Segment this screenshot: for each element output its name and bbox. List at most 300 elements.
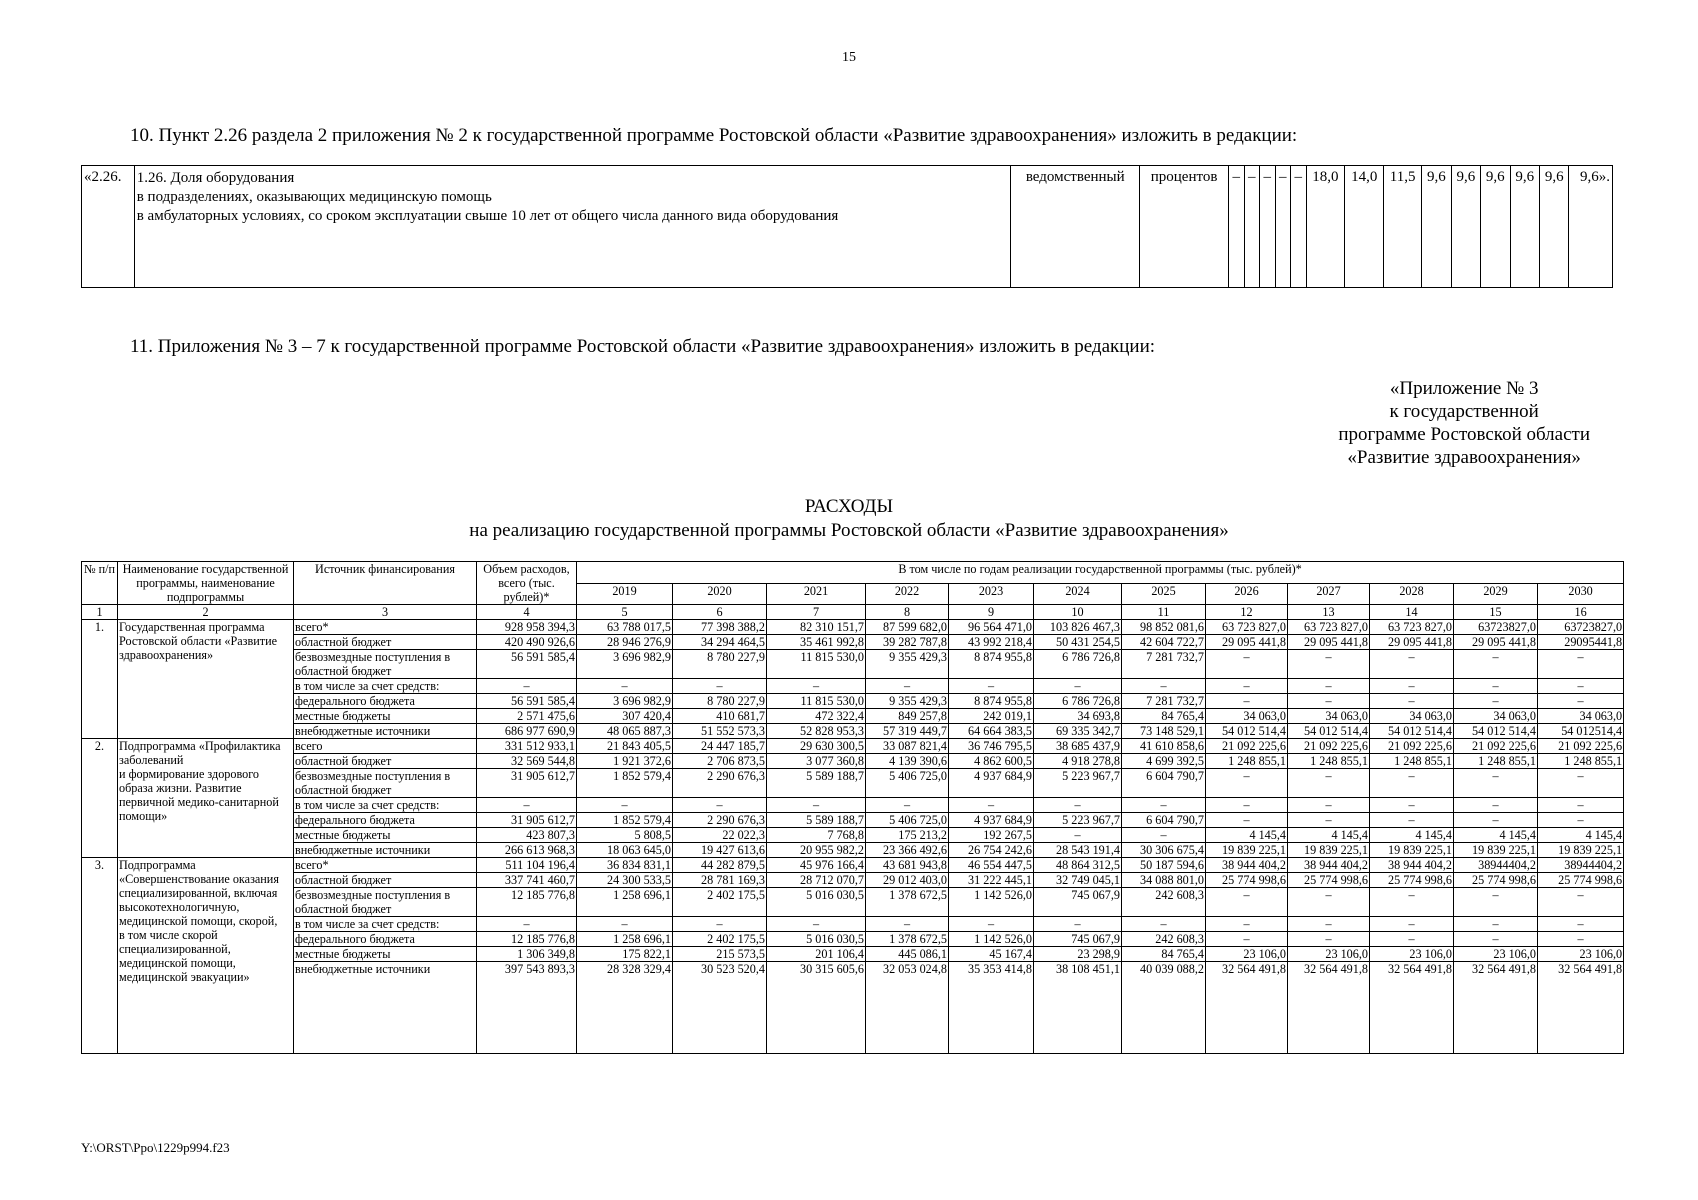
- amount-cell: 28 781 169,3: [673, 873, 767, 888]
- amount-cell: 9 355 429,3: [866, 694, 949, 709]
- row-number: 1.: [82, 620, 118, 739]
- funding-source: федерального бюджета: [294, 813, 477, 828]
- amount-cell: 34 294 464,5: [673, 635, 767, 650]
- amount-cell: 1 248 855,1: [1538, 754, 1624, 769]
- header-years-title: В том числе по годам реализации государственной программы (тыс. рублей)*: [577, 562, 1624, 584]
- amount-cell: –: [1034, 798, 1122, 813]
- amount-cell: 23 366 492,6: [866, 843, 949, 858]
- funding-source: областной бюджет: [294, 635, 477, 650]
- amount-cell: 849 257,8: [866, 709, 949, 724]
- amount-cell: 423 807,3: [477, 828, 577, 843]
- amount-cell: 46 554 447,5: [949, 858, 1034, 873]
- table-row: [82, 813, 1624, 828]
- amount-cell: 84 765,4: [1122, 709, 1206, 724]
- amount-cell: –: [1370, 813, 1454, 828]
- funding-source: внебюджетные источники: [294, 962, 477, 1054]
- indicator-cell: 14,0: [1345, 166, 1384, 288]
- table-row: [82, 962, 1624, 1054]
- amount-cell: 4 862 600,5: [949, 754, 1034, 769]
- amount-cell: –: [1538, 888, 1624, 917]
- amount-cell: –: [1122, 917, 1206, 932]
- amount-cell: 56 591 585,4: [477, 650, 577, 679]
- amount-cell: 4 145,4: [1206, 828, 1288, 843]
- amount-cell: 96 564 471,0: [949, 620, 1034, 635]
- amount-cell: 87 599 682,0: [866, 620, 949, 635]
- amount-cell: 29 012 403,0: [866, 873, 949, 888]
- amount-cell: –: [1122, 679, 1206, 694]
- amount-cell: –: [1288, 769, 1370, 798]
- indicator-cell: 9,6: [1510, 166, 1539, 288]
- expenses-subtitle: на реализацию государственной программы Ростовской области «Развитие здравоохранения»: [469, 520, 1229, 541]
- amount-cell: 29095441,8: [1538, 635, 1624, 650]
- amount-cell: 5 223 967,7: [1034, 769, 1122, 798]
- amount-cell: 38944404,2: [1454, 858, 1538, 873]
- amount-cell: 34 693,8: [1034, 709, 1122, 724]
- amount-cell: 6 786 726,8: [1034, 650, 1122, 679]
- amount-cell: 19 839 225,1: [1206, 843, 1288, 858]
- amount-cell: 420 490 926,6: [477, 635, 577, 650]
- amount-cell: 2 290 676,3: [673, 769, 767, 798]
- amount-cell: 7 281 732,7: [1122, 650, 1206, 679]
- amount-cell: –: [1288, 888, 1370, 917]
- column-number: 6: [673, 605, 767, 620]
- program-name: Подпрограмма «Совершенствование оказания специализированной, включая высокотехнологичную, медицинской помощи, скорой, в том числе скорой специализированной, медицинской помощи, медицинской эвакуации»: [118, 858, 294, 1054]
- amount-cell: –: [1288, 798, 1370, 813]
- amount-cell: 242 608,3: [1122, 932, 1206, 947]
- amount-cell: 19 427 613,6: [673, 843, 767, 858]
- amount-cell: 242 608,3: [1122, 888, 1206, 917]
- indicator-cell: 1.26. Доля оборудования в подразделениях, оказывающих медицинскую помощь в амбулаторных условиях, со сроком эксплуатации свыше 10 лет от общего числа данного вида оборудования: [134, 166, 1011, 288]
- amount-cell: 175 822,1: [577, 947, 673, 962]
- amount-cell: 8 780 227,9: [673, 694, 767, 709]
- header-name: Наименование государственной программы, наименование подпрограммы: [118, 562, 294, 605]
- header-year: 2021: [767, 583, 866, 605]
- amount-cell: –: [1206, 679, 1288, 694]
- amount-cell: 42 604 722,7: [1122, 635, 1206, 650]
- amount-cell: 31 905 612,7: [477, 769, 577, 798]
- column-number: 7: [767, 605, 866, 620]
- amount-cell: 34 063,0: [1206, 709, 1288, 724]
- amount-cell: –: [1370, 798, 1454, 813]
- header-volume: Объем расходов, всего (тыс. рублей)*: [477, 562, 577, 605]
- amount-cell: 38944404,2: [1538, 858, 1624, 873]
- table-row: [82, 858, 1624, 873]
- indicator-cell: 9,6: [1451, 166, 1480, 288]
- amount-cell: –: [949, 679, 1034, 694]
- funding-source: безвозмездные поступления в областной бюджет: [294, 769, 477, 798]
- column-number: 4: [477, 605, 577, 620]
- indicator-cell: процентов: [1140, 166, 1229, 288]
- funding-source: местные бюджеты: [294, 828, 477, 843]
- amount-cell: 2 706 873,5: [673, 754, 767, 769]
- amount-cell: 63723827,0: [1538, 620, 1624, 635]
- page-number: 15: [842, 50, 856, 65]
- amount-cell: –: [1122, 828, 1206, 843]
- amount-cell: –: [767, 798, 866, 813]
- amount-cell: 32 564 491,8: [1538, 962, 1624, 1054]
- amount-cell: 64 664 383,5: [949, 724, 1034, 739]
- amount-cell: 38 944 404,2: [1206, 858, 1288, 873]
- amount-cell: –: [1206, 694, 1288, 709]
- amount-cell: 445 086,1: [866, 947, 949, 962]
- column-number: 12: [1206, 605, 1288, 620]
- amount-cell: 18 063 645,0: [577, 843, 673, 858]
- amount-cell: –: [1538, 694, 1624, 709]
- header-year: 2027: [1288, 583, 1370, 605]
- indicator-cell: 11,5: [1384, 166, 1422, 288]
- amount-cell: 23 106,0: [1538, 947, 1624, 962]
- table-row: [82, 620, 1624, 635]
- amount-cell: 19 839 225,1: [1370, 843, 1454, 858]
- amount-cell: 32 569 544,8: [477, 754, 577, 769]
- amount-cell: 30 315 605,6: [767, 962, 866, 1054]
- amount-cell: 34 063,0: [1538, 709, 1624, 724]
- header-year: 2029: [1454, 583, 1538, 605]
- amount-cell: –: [577, 679, 673, 694]
- amount-cell: 9 355 429,3: [866, 650, 949, 679]
- funding-source: местные бюджеты: [294, 709, 477, 724]
- amount-cell: 745 067,9: [1034, 888, 1122, 917]
- amount-cell: 63 723 827,0: [1206, 620, 1288, 635]
- amount-cell: 8 874 955,8: [949, 694, 1034, 709]
- amount-cell: 1 852 579,4: [577, 769, 673, 798]
- amount-cell: –: [1454, 679, 1538, 694]
- item-10-text: 10. Пункт 2.26 раздела 2 приложения № 2 к государственной программе Ростовской области «Развитие здравоохранения» изложить в редакции:: [130, 125, 1298, 146]
- amount-cell: 4 145,4: [1538, 828, 1624, 843]
- amount-cell: 69 335 342,7: [1034, 724, 1122, 739]
- amount-cell: 54 012514,4: [1538, 724, 1624, 739]
- amount-cell: 5 589 188,7: [767, 769, 866, 798]
- amount-cell: –: [1206, 888, 1288, 917]
- amount-cell: 52 828 953,3: [767, 724, 866, 739]
- amount-cell: 1 258 696,1: [577, 888, 673, 917]
- amount-cell: 5 223 967,7: [1034, 813, 1122, 828]
- amount-cell: –: [1034, 828, 1122, 843]
- amount-cell: –: [1538, 917, 1624, 932]
- row-number: 3.: [82, 858, 118, 1054]
- amount-cell: 307 420,4: [577, 709, 673, 724]
- amount-cell: –: [767, 917, 866, 932]
- amount-cell: 410 681,7: [673, 709, 767, 724]
- header-source: Источник финансирования: [294, 562, 477, 605]
- funding-source: областной бюджет: [294, 873, 477, 888]
- header-row: [82, 562, 1624, 584]
- amount-cell: –: [477, 917, 577, 932]
- amount-cell: 54 012 514,4: [1370, 724, 1454, 739]
- amount-cell: 82 310 151,7: [767, 620, 866, 635]
- amount-cell: 4 937 684,9: [949, 769, 1034, 798]
- amount-cell: 4 139 390,6: [866, 754, 949, 769]
- amount-cell: 1 248 855,1: [1288, 754, 1370, 769]
- amount-cell: 44 282 879,5: [673, 858, 767, 873]
- column-number: 9: [949, 605, 1034, 620]
- row-number: 2.: [82, 739, 118, 858]
- amount-cell: 23 106,0: [1370, 947, 1454, 962]
- amount-cell: 38 944 404,2: [1370, 858, 1454, 873]
- indicator-table: [81, 165, 1613, 288]
- amount-cell: –: [1288, 650, 1370, 679]
- amount-cell: 21 092 225,6: [1538, 739, 1624, 754]
- amount-cell: 28 328 329,4: [577, 962, 673, 1054]
- amount-cell: 28 946 276,9: [577, 635, 673, 650]
- amount-cell: 24 447 185,7: [673, 739, 767, 754]
- amount-cell: 48 065 887,3: [577, 724, 673, 739]
- amount-cell: 25 774 998,6: [1370, 873, 1454, 888]
- amount-cell: 21 092 225,6: [1454, 739, 1538, 754]
- amount-cell: 54 012 514,4: [1288, 724, 1370, 739]
- indicator-cell: –: [1244, 166, 1260, 288]
- amount-cell: 2 290 676,3: [673, 813, 767, 828]
- item-11-text: 11. Приложения № 3 – 7 к государственной программе Ростовской области «Развитие здравоохранения» изложить в редакции:: [130, 336, 1156, 357]
- amount-cell: –: [1288, 813, 1370, 828]
- column-number: 8: [866, 605, 949, 620]
- amount-cell: –: [1538, 813, 1624, 828]
- amount-cell: –: [477, 679, 577, 694]
- amount-cell: –: [1206, 813, 1288, 828]
- amount-cell: 3 077 360,8: [767, 754, 866, 769]
- amount-cell: 2 402 175,5: [673, 888, 767, 917]
- funding-source: федерального бюджета: [294, 932, 477, 947]
- column-number: 10: [1034, 605, 1122, 620]
- amount-cell: –: [673, 798, 767, 813]
- amount-cell: 5 406 725,0: [866, 769, 949, 798]
- table-row: [82, 932, 1624, 947]
- amount-cell: 23 106,0: [1206, 947, 1288, 962]
- amount-cell: 34 063,0: [1454, 709, 1538, 724]
- table-row: [82, 873, 1624, 888]
- table-row: [82, 828, 1624, 843]
- header-year: 2023: [949, 583, 1034, 605]
- file-path: Y:\ORST\Ppo\1229p994.f23: [81, 1140, 230, 1155]
- expenses-title: РАСХОДЫ: [804, 496, 894, 517]
- amount-cell: –: [477, 798, 577, 813]
- amount-cell: –: [1206, 932, 1288, 947]
- amount-cell: –: [1538, 769, 1624, 798]
- amount-cell: 73 148 529,1: [1122, 724, 1206, 739]
- amount-cell: 4 145,4: [1288, 828, 1370, 843]
- amount-cell: 215 573,5: [673, 947, 767, 962]
- amount-cell: 32 749 045,1: [1034, 873, 1122, 888]
- table-row: [82, 635, 1624, 650]
- column-number: 11: [1122, 605, 1206, 620]
- amount-cell: 35 353 414,8: [949, 962, 1034, 1054]
- amount-cell: 19 839 225,1: [1538, 843, 1624, 858]
- column-number: 5: [577, 605, 673, 620]
- amount-cell: 29 095 441,8: [1288, 635, 1370, 650]
- amount-cell: 31 222 445,1: [949, 873, 1034, 888]
- amount-cell: 63 723 827,0: [1370, 620, 1454, 635]
- amount-cell: 8 780 227,9: [673, 650, 767, 679]
- amount-cell: 25 774 998,6: [1288, 873, 1370, 888]
- amount-cell: –: [1034, 679, 1122, 694]
- amount-cell: –: [1034, 917, 1122, 932]
- program-name: Подпрограмма «Профилактика заболеваний и формирование здорового образа жизни. Развитие первичной медико-санитарной помощи»: [118, 739, 294, 858]
- table-row: [82, 724, 1624, 739]
- column-number-row: [82, 605, 1624, 620]
- amount-cell: 77 398 388,2: [673, 620, 767, 635]
- amount-cell: 1 142 526,0: [949, 932, 1034, 947]
- amount-cell: –: [1538, 798, 1624, 813]
- amount-cell: 511 104 196,4: [477, 858, 577, 873]
- funding-source: федерального бюджета: [294, 694, 477, 709]
- amount-cell: 28 543 191,4: [1034, 843, 1122, 858]
- amount-cell: 28 712 070,7: [767, 873, 866, 888]
- amount-cell: 32 053 024,8: [866, 962, 949, 1054]
- amount-cell: –: [1454, 813, 1538, 828]
- header-year: 2020: [673, 583, 767, 605]
- appendix-line: «Приложение № 3: [1389, 378, 1539, 399]
- amount-cell: 30 523 520,4: [673, 962, 767, 1054]
- column-number: 16: [1538, 605, 1624, 620]
- amount-cell: –: [1288, 694, 1370, 709]
- amount-cell: –: [1206, 798, 1288, 813]
- amount-cell: –: [1206, 769, 1288, 798]
- header-year: 2030: [1538, 583, 1624, 605]
- amount-cell: 11 815 530,0: [767, 694, 866, 709]
- amount-cell: 5 808,5: [577, 828, 673, 843]
- amount-cell: 1 248 855,1: [1370, 754, 1454, 769]
- table-row: [82, 843, 1624, 858]
- table-row: [82, 650, 1624, 679]
- amount-cell: –: [1288, 917, 1370, 932]
- amount-cell: 54 012 514,4: [1454, 724, 1538, 739]
- amount-cell: –: [1454, 798, 1538, 813]
- amount-cell: 201 106,4: [767, 947, 866, 962]
- amount-cell: –: [866, 679, 949, 694]
- amount-cell: –: [1370, 694, 1454, 709]
- table-row: [82, 917, 1624, 932]
- amount-cell: 33 087 821,4: [866, 739, 949, 754]
- amount-cell: 192 267,5: [949, 828, 1034, 843]
- amount-cell: 35 461 992,8: [767, 635, 866, 650]
- table-row: [82, 694, 1624, 709]
- table-row: [82, 709, 1624, 724]
- indicator-row: [82, 166, 1613, 288]
- amount-cell: 23 106,0: [1454, 947, 1538, 962]
- column-number: 13: [1288, 605, 1370, 620]
- amount-cell: 24 300 533,5: [577, 873, 673, 888]
- amount-cell: 40 039 088,2: [1122, 962, 1206, 1054]
- amount-cell: 6 604 790,7: [1122, 813, 1206, 828]
- amount-cell: 45 167,4: [949, 947, 1034, 962]
- column-number: 2: [118, 605, 294, 620]
- indicator-cell: –: [1291, 166, 1307, 288]
- amount-cell: –: [1288, 679, 1370, 694]
- amount-cell: 1 258 696,1: [577, 932, 673, 947]
- amount-cell: 25 774 998,6: [1206, 873, 1288, 888]
- table-row: [82, 769, 1624, 798]
- amount-cell: 41 610 858,6: [1122, 739, 1206, 754]
- amount-cell: 34 063,0: [1288, 709, 1370, 724]
- amount-cell: 12 185 776,8: [477, 888, 577, 917]
- amount-cell: 21 092 225,6: [1370, 739, 1454, 754]
- amount-cell: 22 022,3: [673, 828, 767, 843]
- table-row: [82, 739, 1624, 754]
- amount-cell: 36 746 795,5: [949, 739, 1034, 754]
- amount-cell: 1 306 349,8: [477, 947, 577, 962]
- amount-cell: 397 543 893,3: [477, 962, 577, 1054]
- amount-cell: 56 591 585,4: [477, 694, 577, 709]
- amount-cell: 242 019,1: [949, 709, 1034, 724]
- amount-cell: 928 958 394,3: [477, 620, 577, 635]
- amount-cell: –: [673, 917, 767, 932]
- amount-cell: 54 012 514,4: [1206, 724, 1288, 739]
- amount-cell: 21 843 405,5: [577, 739, 673, 754]
- amount-cell: 5 589 188,7: [767, 813, 866, 828]
- amount-cell: 7 281 732,7: [1122, 694, 1206, 709]
- table-row: [82, 798, 1624, 813]
- amount-cell: 50 187 594,6: [1122, 858, 1206, 873]
- amount-cell: 63 723 827,0: [1288, 620, 1370, 635]
- amount-cell: 1 378 672,5: [866, 888, 949, 917]
- amount-cell: –: [949, 917, 1034, 932]
- amount-cell: 32 564 491,8: [1288, 962, 1370, 1054]
- amount-cell: 8 874 955,8: [949, 650, 1034, 679]
- column-number: 14: [1370, 605, 1454, 620]
- amount-cell: –: [767, 679, 866, 694]
- funding-source: безвозмездные поступления в областной бюджет: [294, 650, 477, 679]
- amount-cell: 63 788 017,5: [577, 620, 673, 635]
- header-year: 2024: [1034, 583, 1122, 605]
- amount-cell: 34 063,0: [1370, 709, 1454, 724]
- amount-cell: –: [1538, 932, 1624, 947]
- amount-cell: 32 564 491,8: [1454, 962, 1538, 1054]
- table-row: [82, 947, 1624, 962]
- amount-cell: 3 696 982,9: [577, 650, 673, 679]
- amount-cell: 29 095 441,8: [1370, 635, 1454, 650]
- amount-cell: 29 630 300,5: [767, 739, 866, 754]
- indicator-cell: 18,0: [1306, 166, 1345, 288]
- funding-source: местные бюджеты: [294, 947, 477, 962]
- amount-cell: –: [577, 917, 673, 932]
- amount-cell: 1 248 855,1: [1454, 754, 1538, 769]
- indicator-cell: ведомственный: [1011, 166, 1140, 288]
- header-year: 2022: [866, 583, 949, 605]
- funding-source: внебюджетные источники: [294, 843, 477, 858]
- amount-cell: 103 826 467,3: [1034, 620, 1122, 635]
- amount-cell: 1 142 526,0: [949, 888, 1034, 917]
- amount-cell: –: [1538, 679, 1624, 694]
- amount-cell: –: [1454, 932, 1538, 947]
- column-number: 15: [1454, 605, 1538, 620]
- amount-cell: 57 319 449,7: [866, 724, 949, 739]
- amount-cell: 4 937 684,9: [949, 813, 1034, 828]
- amount-cell: –: [949, 798, 1034, 813]
- amount-cell: –: [1454, 650, 1538, 679]
- amount-cell: 2 402 175,5: [673, 932, 767, 947]
- amount-cell: 48 864 312,5: [1034, 858, 1122, 873]
- funding-source: внебюджетные источники: [294, 724, 477, 739]
- amount-cell: 29 095 441,8: [1206, 635, 1288, 650]
- funding-source: областной бюджет: [294, 754, 477, 769]
- amount-cell: 34 088 801,0: [1122, 873, 1206, 888]
- amount-cell: 1 921 372,6: [577, 754, 673, 769]
- amount-cell: 4 145,4: [1454, 828, 1538, 843]
- indicator-cell: 9,6».: [1569, 166, 1613, 288]
- amount-cell: 32 564 491,8: [1370, 962, 1454, 1054]
- amount-cell: –: [1454, 769, 1538, 798]
- amount-cell: –: [1122, 798, 1206, 813]
- amount-cell: 1 248 855,1: [1206, 754, 1288, 769]
- funding-source: в том числе за счет средств:: [294, 798, 477, 813]
- amount-cell: 36 834 831,1: [577, 858, 673, 873]
- amount-cell: 472 322,4: [767, 709, 866, 724]
- amount-cell: 686 977 690,9: [477, 724, 577, 739]
- amount-cell: –: [1206, 917, 1288, 932]
- amount-cell: 38 685 437,9: [1034, 739, 1122, 754]
- amount-cell: 11 815 530,0: [767, 650, 866, 679]
- funding-source: всего: [294, 739, 477, 754]
